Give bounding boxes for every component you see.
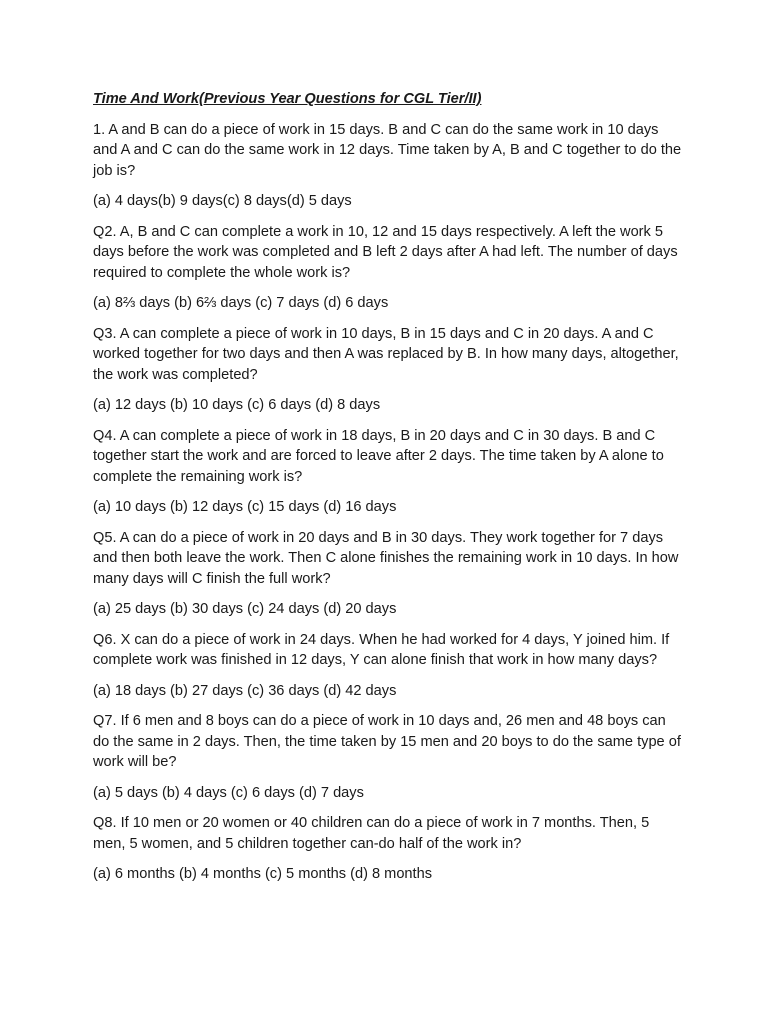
question-text-1: 1. A and B can do a piece of work in 15 days. B and C can do the same work in 10 days and A and C can do the same work in 12 days. Time taken by A, B and C together to do the job is? [93,121,682,179]
question-text-5: Q5. A can do a piece of work in 20 days and B in 30 days. They work together for 7 days and then both leave the work. Then C alone finishes the remaining work in 10 days. In how many days will C finish the full work? [93,529,679,587]
question-text-6: Q6. X can do a piece of work in 24 days. When he had worked for 4 days, Y joined him. If complete work was finished in 12 days, Y can alone finish that work in how many days? [93,631,670,668]
question-options-2: (a) 8⅔ days (b) 6⅔ days (c) 7 days (d) 6 days [93,295,389,311]
question-text-3: Q3. A can complete a piece of work in 10 days, B in 15 days and C in 20 days. A and C worked together for two days and then A was replaced by B. In how many days, altogether, the work was completed? [93,325,679,383]
question-options-5: (a) 25 days (b) 30 days (c) 24 days (d) 20 days [93,601,397,617]
question-options-4: (a) 10 days (b) 12 days (c) 15 days (d) 16 days [93,499,397,515]
document-page [93,89,683,895]
question-options-8: (a) 6 months (b) 4 months (c) 5 months (d) 8 months [93,866,433,882]
document-title: Time And Work(Previous Year Questions for CGL Tier/II) [93,91,482,107]
question-text-4: Q4. A can complete a piece of work in 18 days, B in 20 days and C in 30 days. B and C together start the work and are forced to leave after 2 days. The time taken by A alone to complete the remaining work is? [93,427,664,485]
question-text-7: Q7. If 6 men and 8 boys can do a piece of work in 10 days and, 26 men and 48 boys can do the same in 2 days. Then, the time taken by 15 men and 20 boys to do the same type of work will be? [93,713,681,770]
question-options-6: (a) 18 days (b) 27 days (c) 36 days (d) 42 days [93,682,397,699]
question-text-2: Q2. A, B and C can complete a work in 10, 12 and 15 days respectively. A left the work 5 days before the work was completed and B left 2 days after A had left. The number of days required to complete the whole work is? [93,223,678,281]
question-options-3: (a) 12 days (b) 10 days (c) 6 days (d) 8 days [93,397,381,413]
question-options-1: (a) 4 days(b) 9 days(c) 8 days(d) 5 days [93,193,352,209]
question-text-8: Q8. If 10 men or 20 women or 40 children can do a piece of work in 7 months. Then, 5 men, 5 women, and 5 children together can-do half of the work in? [93,815,650,852]
question-options-7: (a) 5 days (b) 4 days (c) 6 days (d) 7 days [93,784,364,801]
